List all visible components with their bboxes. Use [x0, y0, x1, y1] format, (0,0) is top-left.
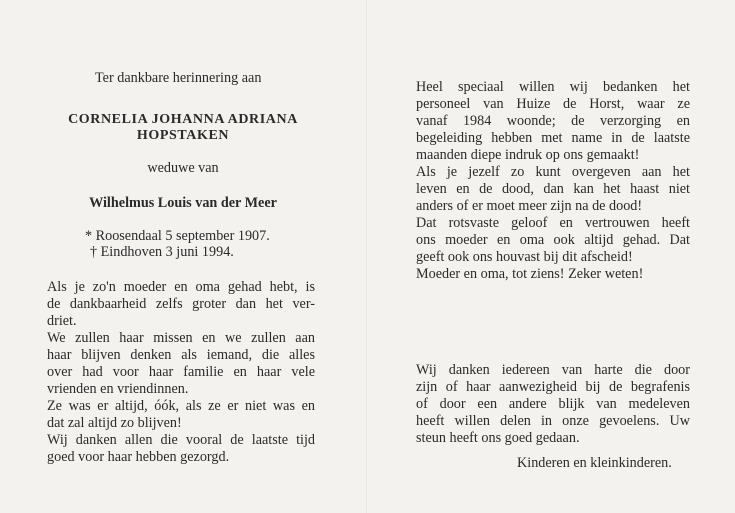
intro-line: Ter dankbare herinnering aan	[95, 70, 262, 86]
right-text-line: geeft ook ons houvast bij dit afscheid!	[416, 249, 633, 265]
left-text-line: vrienden en vriendinnen.	[47, 381, 189, 397]
deceased-name-line2: HOPSTAKEN	[136, 128, 230, 143]
left-text-line: Ze was er altijd, óók, als ze er niet was en	[47, 398, 315, 414]
thanks-line: steun heeft ons goed gedaan.	[416, 430, 580, 446]
right-text-line: ons moeder en oma ook altijd gehad. Dat	[416, 232, 690, 248]
widow-of-line: weduwe van	[147, 160, 219, 176]
husband-name: Wilhelmus Louis van der Meer	[89, 195, 277, 211]
deceased-name-line1: CORNELIA JOHANNA ADRIANA	[68, 112, 298, 127]
thanks-line: of door een andere blijk van medeleven	[416, 396, 690, 412]
thanks-line: heeft willen delen in onze gevoelens. Uw	[416, 413, 690, 429]
birth-line: * Roosendaal 5 september 1907.	[85, 228, 270, 244]
right-text-line: Moeder en oma, tot ziens! Zeker weten!	[416, 266, 644, 282]
right-text-line: begeleiding hebben met name in de laatste	[416, 130, 690, 146]
left-text-line: We zullen haar missen en we zullen aan	[47, 330, 315, 346]
signature: Kinderen en kleinkinderen.	[517, 455, 672, 471]
thanks-line: zijn of haar aanwezigheid bij de begrafenis	[416, 379, 690, 395]
left-text-line: over had voor haar familie en haar vele	[47, 364, 315, 380]
left-text-line: dat zal altijd zo blijven!	[47, 415, 182, 431]
left-text-line: de dankbaarheid zelfs groter dan het ver-	[47, 296, 315, 312]
right-text-line: maanden diepe indruk op ons gemaakt!	[416, 147, 640, 163]
right-text-line: personeel van Huize de Horst, waar ze	[416, 96, 690, 112]
right-page	[368, 0, 735, 513]
right-text-line: Heel speciaal willen wij bedanken het	[416, 79, 690, 95]
left-text-line: driet.	[47, 313, 77, 329]
death-line: † Eindhoven 3 juni 1994.	[90, 244, 234, 260]
right-text-line: vanaf 1984 woonde; de verzorging en	[416, 113, 690, 129]
right-text-line: leven en de dood, dan kan het haast niet	[416, 181, 690, 197]
right-text-line: Dat rotsvaste geloof en vertrouwen heeft	[416, 215, 690, 231]
right-text-line: anders of er moet meer zijn na de dood!	[416, 198, 643, 214]
left-text-line: haar blijven denken als iemand, die alles	[47, 347, 315, 363]
thanks-line: Wij danken iedereen van harte die door	[416, 362, 690, 378]
left-text-line: goed voor haar hebben gezorgd.	[47, 449, 230, 465]
left-text-line: Wij danken allen die vooral de laatste tijd	[47, 432, 315, 448]
left-text-line: Als je zo'n moeder en oma gehad hebt, is	[47, 279, 315, 295]
left-page	[0, 0, 366, 513]
right-text-line: Als je jezelf zo kunt overgeven aan het	[416, 164, 690, 180]
